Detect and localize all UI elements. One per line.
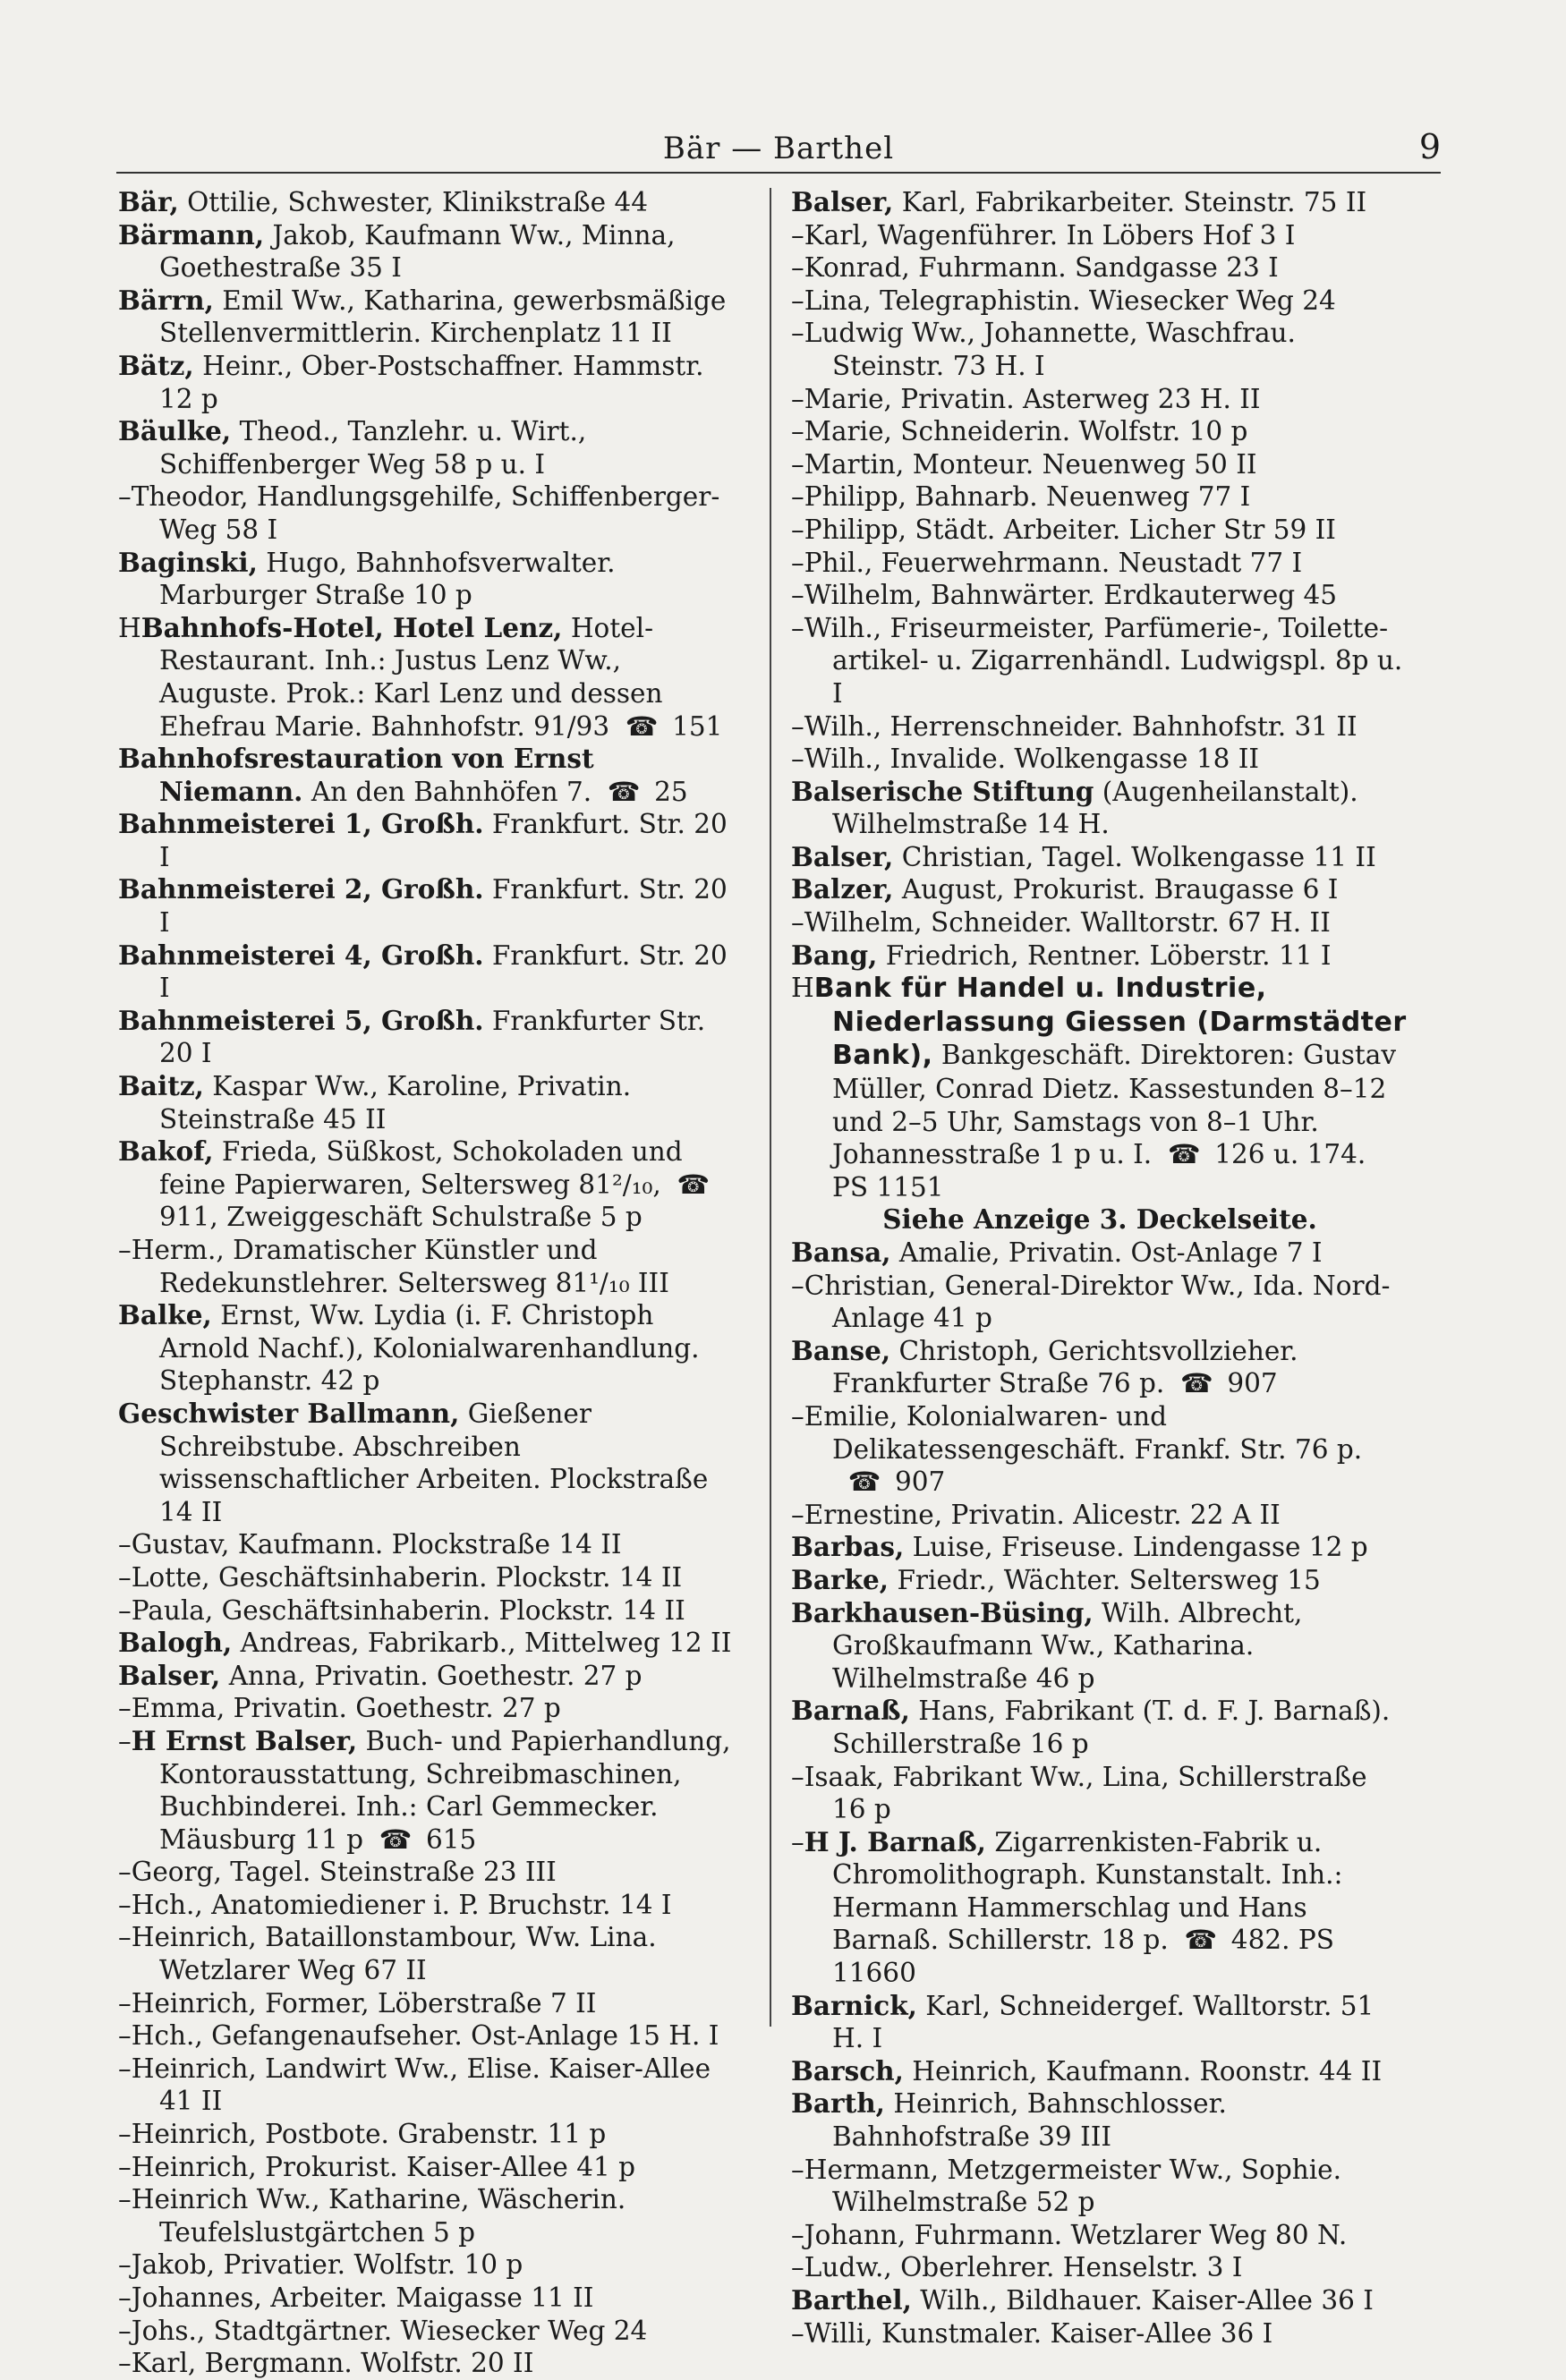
entry-details: Theodor, Handlungsgehilfe, Schiffenberger-Weg 58 I: [131, 481, 720, 545]
entry-marker: –: [118, 1889, 132, 1920]
entry-details: Emilie, Kolonialwaren- und Delikatessengeschäft. Frankf. Str. 76 p.: [804, 1400, 1363, 1465]
directory-entry: [118, 1660, 736, 1693]
entry-marker: –: [791, 547, 804, 578]
entry-marker: –: [791, 2317, 804, 2349]
directory-entry: [791, 1335, 1409, 1400]
entry-name: Bakof,: [118, 1135, 214, 1168]
entry-details: Marie, Privatin. Asterweg 23 H. II: [804, 383, 1261, 414]
entry-details: Konrad, Fuhrmann. Sandgasse 23 I: [804, 252, 1279, 284]
directory-entry: [791, 873, 1409, 906]
entry-details: Jakob, Kaufmann Ww., Minna, Goethestraße 35 I: [159, 219, 676, 284]
directory-entry: [791, 906, 1409, 939]
entry-marker: –: [118, 2249, 132, 2281]
entry-details: Wilh., Invalide. Wolkengasse 18 II: [804, 744, 1260, 775]
entry-marker: –: [791, 252, 804, 284]
entry-marker: –: [791, 580, 804, 611]
directory-entry: [791, 939, 1409, 973]
entry-marker: –: [791, 383, 804, 414]
directory-entry: [118, 1987, 736, 2020]
entry-details: Gustav, Kaufmann. Plockstraße 14 II: [131, 1529, 622, 1560]
entry-marker: –: [791, 448, 804, 480]
phone-number: 907: [1227, 1368, 1278, 1399]
directory-entry: [118, 1398, 736, 1528]
directory-entry: [118, 186, 736, 219]
directory-entry: [791, 480, 1409, 514]
entry-details: Wilh., Friseurmeister, Parfümerie-, Toilette-artikel- u. Zigarrenhändl. Ludwigspl. 8p u. I: [804, 612, 1403, 709]
telephone-icon: ☎: [1184, 1925, 1216, 1956]
entry-details: Philipp, Bahnarb. Neuenweg 77 I: [804, 481, 1251, 513]
directory-entry: [118, 1299, 736, 1398]
directory-entry: [118, 2019, 736, 2053]
directory-entry: [118, 2118, 736, 2151]
entry-marker: –: [791, 416, 804, 447]
entry-name: Banse,: [791, 1334, 891, 1366]
entry-details: Georg, Tagel. Steinstraße 23 III: [131, 1857, 557, 1888]
entry-details: Heinr., Ober-Postschaffner. Hammstr. 12 p: [159, 350, 704, 414]
entry-details: Ludwig Ww., Johannette, Waschfrau. Steinstr. 73 H. I: [804, 318, 1296, 381]
directory-entry: [118, 2248, 736, 2282]
telephone-icon: ☎: [1167, 1139, 1199, 1170]
entry-details: Hugo, Bahnhofsverwalter. Marburger Straße 10 p: [159, 547, 616, 611]
entry-details: Johannes, Arbeiter. Maigasse 11 II: [131, 2282, 594, 2313]
entry-marker: –: [791, 710, 804, 742]
entry-details: Frankfurter Str. 20 I: [159, 1005, 706, 1069]
entry-details: Wilhelm, Schneider. Walltorstr. 67 H. II: [804, 907, 1331, 939]
entry-marker: –: [118, 2348, 132, 2379]
entry-name: Barnaß,: [791, 1695, 910, 1727]
entry-marker: –: [118, 1594, 132, 1626]
entry-details: Karl, Bergmann. Wolfstr. 20 II: [131, 2348, 534, 2379]
directory-entry: [118, 1005, 736, 1070]
telephone-icon: ☎: [607, 776, 639, 807]
directory-entry: [791, 972, 1409, 1203]
directory-entry: [118, 1561, 736, 1594]
entry-marker: –: [118, 2151, 132, 2182]
entry-details: Karl, Wagenführer. In Löbers Hof 3 I: [804, 219, 1296, 251]
page-header: [116, 127, 1441, 174]
entry-name: Balser,: [791, 186, 894, 217]
entry-marker: –: [791, 2252, 804, 2283]
entry-name: Bahnhofsrestauration von Ernst Niemann.: [118, 743, 594, 807]
entry-details: Philipp, Städt. Arbeiter. Licher Str 59 II: [804, 514, 1336, 545]
entry-marker: H: [791, 973, 814, 1004]
entry-marker: –: [791, 907, 804, 939]
entry-marker: –: [791, 1826, 804, 1857]
directory-entry: [118, 2347, 736, 2380]
entry-marker: –: [118, 1922, 132, 1953]
directory-entry: [791, 2154, 1409, 2219]
entry-details: Hans, Fabrikant (T. d. F. J. Barnaß). Schillerstraße 16 p: [832, 1696, 1391, 1759]
entry-marker: –: [118, 2282, 132, 2313]
entry-details: Heinrich, Prokurist. Kaiser-Allee 41 p: [131, 2151, 636, 2182]
entry-details: Heinrich, Landwirt Ww., Elise. Kaiser-Allee 41 II: [131, 2053, 711, 2117]
directory-entry: [791, 1990, 1409, 2055]
directory-entry: [118, 1889, 736, 1922]
directory-entry: [118, 1921, 736, 1986]
directory-entry: [118, 1234, 736, 1299]
directory-entry: [791, 2087, 1409, 2153]
entry-details: An den Bahnhöfen 7.: [302, 776, 592, 807]
entry-details: Jakob, Privatier. Wolfstr. 10 p: [131, 2249, 523, 2281]
entry-name: Bahnhofs-Hotel, Hotel Lenz,: [140, 611, 563, 643]
entry-details: Frankfurt. Str. 20 I: [159, 874, 728, 939]
directory-entry: [118, 1070, 736, 1135]
directory-entry: [791, 1695, 1409, 1760]
directory-entry: [791, 2284, 1409, 2317]
entry-marker: –: [791, 2154, 804, 2185]
entry-details: Heinrich, Kaufmann. Roonstr. 44 II: [903, 2055, 1383, 2087]
entry-marker: –: [791, 1400, 804, 1432]
directory-entry: [118, 808, 736, 873]
entry-name: Bang,: [791, 939, 878, 971]
directory-entry: [791, 710, 1409, 744]
entry-name: Bärmann,: [118, 218, 265, 251]
directory-entry: [791, 448, 1409, 481]
directory-entry: [791, 2317, 1409, 2350]
entry-marker: –: [118, 1693, 132, 1724]
entry-name: Bank für Handel u. Industrie, Niederlassung Giessen (Darmstädter Bank),: [813, 973, 1407, 1072]
entry-details: Theod., Tanzlehr. u. Wirt., Schiffenberger Weg 58 p u. I: [159, 416, 587, 480]
phone-number: 482.: [1230, 1925, 1290, 1956]
telephone-icon: ☎: [847, 1466, 880, 1498]
notice-line: Siehe Anzeige 3. Deckelseite.: [882, 1203, 1317, 1236]
entry-details: Heinrich, Bataillonstambour, Ww. Lina. Wetzlarer Weg 67 II: [131, 1922, 657, 1986]
entry-marker: –: [791, 481, 804, 513]
entry-details: Zigarrenkisten-Fabrik u. Chromolithograph. Kunstanstalt. Inh.: Hermann Hammerschlag und Hans Barnaß. Schillerstr. 18 p.: [832, 1826, 1343, 1956]
entry-details: , Zweiggeschäft Schulstraße 5 p: [209, 1202, 643, 1233]
directory-entry: [118, 2183, 736, 2248]
entry-name: Bär,: [118, 186, 179, 217]
directory-entry: [118, 350, 736, 415]
entry-marker: H: [118, 612, 141, 643]
entry-details: Ernst, Ww. Lydia (i. F. Christoph Arnold Nachf.), Kolonialwarenhandlung. Stephanstr. 42 p: [159, 1300, 700, 1397]
directory-entry: [791, 1400, 1409, 1499]
directory-entry: [118, 2053, 736, 2118]
phone-number: 25: [654, 776, 688, 807]
directory-entry: [791, 514, 1409, 547]
entry-name: Barthel,: [791, 2284, 912, 2316]
directory-entry: [791, 2055, 1409, 2088]
entry-details: Andreas, Fabrikarb., Mittelweg 12 II: [232, 1628, 732, 1659]
telephone-icon: ☎: [379, 1823, 411, 1855]
entry-details: Wilhelm, Bahnwärter. Erdkauterweg 45: [804, 580, 1338, 611]
directory-entry: [791, 547, 1409, 580]
telephone-icon: ☎: [1179, 1368, 1212, 1399]
left-column: [118, 186, 736, 2380]
directory-entry: [791, 1499, 1409, 1532]
entry-details: Lotte, Geschäftsinhaberin. Plockstr. 14 II: [131, 1561, 683, 1593]
directory-entry: [118, 1627, 736, 1660]
directory-entry: [118, 1725, 736, 1856]
directory-entry: [118, 1528, 736, 1561]
entry-details: Frankfurt. Str. 20 I: [159, 939, 728, 1004]
page-number: 9: [1418, 127, 1441, 166]
entry-name: Baginski,: [118, 546, 258, 578]
directory-entry: [118, 2315, 736, 2348]
entry-name: Baitz,: [118, 1070, 204, 1102]
entry-details: Christian, Tagel. Wolkengasse 11 II: [893, 841, 1376, 872]
entry-name: Bätz,: [118, 349, 194, 381]
entry-marker: –: [118, 1529, 132, 1560]
directory-entry: [791, 186, 1409, 219]
directory-entry: [118, 415, 736, 480]
entry-marker: –: [118, 481, 132, 513]
entry-marker: –: [118, 2053, 132, 2084]
directory-entry: [791, 612, 1409, 710]
directory-entry: [791, 776, 1409, 841]
directory-entry: [118, 612, 736, 743]
entry-details: Christian, General-Direktor Ww., Ida. Nord-Anlage 41 p: [804, 1270, 1391, 1334]
directory-entry: [791, 383, 1409, 416]
entry-details: Heinrich, Bahnschlosser. Bahnhofstraße 39 III: [832, 2088, 1227, 2153]
entry-name: Bansa,: [791, 1237, 891, 1268]
entry-name: Barke,: [791, 1563, 889, 1595]
directory-entry: [791, 579, 1409, 612]
entry-details: Kaspar Ww., Karoline, Privatin. Steinstraße 45 II: [159, 1071, 632, 1135]
entry-details: Amalie, Privatin. Ost-Anlage 7 I: [890, 1237, 1323, 1268]
entry-name: Bahnmeisterei 1, Großh.: [118, 808, 484, 840]
directory-entry: [118, 219, 736, 285]
directory-entry: [118, 547, 736, 612]
entry-details: Anna, Privatin. Goethestr. 27 p: [220, 1660, 643, 1691]
directory-entry: [118, 873, 736, 939]
entry-details: Karl, Schneidergef. Walltorstr. 51 H. I: [832, 1990, 1375, 2054]
entry-details: Wilh., Herrenschneider. Bahnhofstr. 31 II: [804, 710, 1357, 742]
phone-number: 126 u. 174.: [1214, 1139, 1366, 1170]
entry-name: Balke,: [118, 1299, 212, 1331]
entry-details: August, Prokurist. Braugasse 6 I: [893, 874, 1339, 905]
entry-marker: –: [791, 2219, 804, 2250]
entry-details: Hch., Gefangenaufseher. Ost-Anlage 15 H. I: [131, 2020, 719, 2052]
directory-entry: [118, 2151, 736, 2184]
phone-number: 151: [672, 710, 723, 742]
entry-marker: –: [118, 2315, 132, 2346]
entry-marker: –: [791, 1499, 804, 1530]
directory-entry: [118, 1856, 736, 1889]
entry-details: Lina, Telegraphistin. Wiesecker Weg 24: [804, 285, 1336, 316]
entry-details: Frieda, Süßkost, Schokoladen und feine Papierwaren, Seltersweg 81²/₁₀,: [159, 1136, 683, 1200]
entry-details: Johann, Fuhrmann. Wetzlarer Weg 80 N.: [804, 2219, 1348, 2250]
directory-entry: [791, 2219, 1409, 2252]
entry-marker: –: [118, 1857, 132, 1888]
directory-entry: [791, 219, 1409, 252]
entry-marker: –: [791, 285, 804, 316]
directory-entry: [791, 743, 1409, 776]
directory-entry: [791, 415, 1409, 448]
entry-name: Balzer,: [791, 873, 894, 905]
entry-details: Wilh. Albrecht, Großkaufmann Ww., Katharina. Wilhelmstraße 46 p: [832, 1597, 1303, 1694]
entry-name: Bäulke,: [118, 415, 232, 447]
directory-entry: [118, 285, 736, 350]
entry-details: PS 11660: [832, 1925, 1334, 1989]
entry-name: Balogh,: [118, 1627, 233, 1659]
entry-details: Hch., Anatomiediener i. P. Bruchstr. 14 I: [131, 1889, 672, 1920]
entry-name: Barbas,: [791, 1531, 905, 1563]
entry-details: Karl, Fabrikarbeiter. Steinstr. 75 II: [893, 187, 1367, 217]
entry-name: Barnick,: [791, 1989, 917, 2021]
entry-name: Barsch,: [791, 2054, 904, 2087]
entry-details: Luise, Friseuse. Lindengasse 12 p: [904, 1532, 1368, 1563]
entry-details: Herm., Dramatischer Künstler und Redekunstlehrer. Seltersweg 81¹/₁₀ III: [131, 1235, 669, 1298]
entry-details: Emma, Privatin. Goethestr. 27 p: [131, 1693, 561, 1724]
entry-details: Johs., Stadtgärtner. Wiesecker Weg 24: [131, 2315, 648, 2346]
telephone-icon: ☎: [625, 710, 657, 742]
entry-details: Gießener Schreibstube. Abschreiben wissenschaftlicher Arbeiten. Plockstraße 14 II: [159, 1398, 709, 1527]
entry-details: Ernestine, Privatin. Alicestr. 22 A II: [804, 1499, 1281, 1530]
directory-entry: [791, 251, 1409, 285]
entry-marker: –: [118, 1235, 132, 1265]
entry-marker: –: [118, 1725, 132, 1756]
directory-entry: [118, 939, 736, 1005]
directory-entry: [791, 1237, 1409, 1270]
right-column: [791, 186, 1409, 2350]
entry-marker: –: [118, 2020, 132, 2052]
entry-name: Balserische Stiftung: [791, 775, 1094, 807]
entry-marker: –: [791, 1270, 804, 1301]
entry-marker: –: [791, 1761, 804, 1792]
column-divider: [770, 188, 771, 2027]
phone-number: 911: [159, 1202, 210, 1233]
entry-name: Bahnmeisterei 4, Großh.: [118, 939, 484, 971]
entry-details: Bankgeschäft. Direktoren: Gustav Müller, Conrad Dietz. Kassestunden 8–12 und 2–5 Uhr, Samstags von 8–1 Uhr. Johannesstraße 1 p u. I.: [832, 1040, 1396, 1170]
entry-marker: –: [791, 318, 804, 349]
entry-marker: –: [791, 514, 804, 545]
directory-entry: [118, 1594, 736, 1628]
entry-details: Emil Ww., Katharina, gewerbsmäßige Stellenvermittlerin. Kirchenplatz 11 II: [159, 285, 727, 349]
entry-details: Friedrich, Rentner. Löberstr. 11 I: [877, 939, 1332, 971]
entry-marker: –: [118, 1561, 132, 1593]
entry-marker: –: [118, 1987, 132, 2019]
entry-name: Balser,: [791, 840, 894, 872]
directory-entry: [791, 1531, 1409, 1564]
entry-details: Marie, Schneiderin. Wolfstr. 10 p: [804, 416, 1248, 447]
entry-details: Phil., Feuerwehrmann. Neustadt 77 I: [804, 547, 1303, 578]
phone-number: 907: [895, 1466, 946, 1498]
directory-entry: [118, 2282, 736, 2315]
directory-entry: [118, 1692, 736, 1725]
entry-name: Barth,: [791, 2087, 885, 2120]
entry-details: (Augenheilanstalt). Wilhelmstraße 14 H.: [832, 776, 1358, 840]
entry-details: Paula, Geschäftsinhaberin. Plockstr. 14 II: [131, 1594, 685, 1626]
phone-number: 615: [425, 1823, 477, 1855]
directory-entry: [118, 1135, 736, 1234]
entry-details: Hermann, Metzgermeister Ww., Sophie. Wilhelmstraße 52 p: [804, 2154, 1341, 2218]
entry-name: Balser,: [118, 1659, 221, 1691]
entry-name: H Ernst Balser,: [131, 1724, 358, 1756]
entry-details: Ludw., Oberlehrer. Henselstr. 3 I: [804, 2252, 1243, 2283]
entry-details: Frankfurt. Str. 20 I: [159, 809, 728, 872]
directory-entry: [791, 1270, 1409, 1335]
entry-details: Wilh., Bildhauer. Kaiser-Allee 36 I: [911, 2285, 1374, 2316]
entry-name: Barkhausen-Büsing,: [791, 1596, 1094, 1628]
header-title: Bär — Barthel: [662, 131, 895, 166]
entry-name: H J. Barnaß,: [804, 1825, 986, 1857]
entry-details: Heinrich Ww., Katharine, Wäscherin. Teufelslustgärtchen 5 p: [131, 2184, 626, 2248]
directory-entry: [118, 480, 736, 546]
entry-details: Friedr., Wächter. Seltersweg 15: [889, 1564, 1321, 1595]
directory-entry: [791, 1597, 1409, 1696]
entry-marker: –: [118, 2184, 132, 2215]
entry-name: Bahnmeisterei 2, Großh.: [118, 873, 484, 905]
entry-details: Buch- und Papierhandlung, Kontorausstattung, Schreibmaschinen, Buchbinderei. Inh.: Carl Gemmecker. Mäusburg 11 p: [159, 1725, 731, 1855]
entry-name: Bärrn,: [118, 284, 214, 316]
entry-details: Heinrich, Postbote. Grabenstr. 11 p: [131, 2119, 607, 2150]
directory-entry: [791, 317, 1409, 382]
entry-marker: –: [791, 219, 804, 251]
entry-details: PS 1151: [832, 1171, 944, 1203]
entry-details: Willi, Kunstmaler. Kaiser-Allee 36 I: [804, 2317, 1273, 2349]
entry-marker: –: [791, 612, 804, 643]
directory-entry: [791, 285, 1409, 318]
directory-entry: [791, 1826, 1409, 1990]
directory-entry: [791, 841, 1409, 874]
entry-name: Bahnmeisterei 5, Großh.: [118, 1004, 484, 1036]
entry-marker: –: [118, 2119, 132, 2150]
entry-name: Geschwister Ballmann,: [118, 1397, 460, 1429]
telephone-icon: ☎: [677, 1169, 709, 1200]
entry-details: Martin, Monteur. Neuenweg 50 II: [804, 448, 1257, 480]
directory-entry: [791, 1761, 1409, 1826]
directory-entry: [791, 1564, 1409, 1597]
entry-marker: –: [791, 744, 804, 775]
entry-details: Ottilie, Schwester, Klinikstraße 44: [178, 187, 648, 217]
entry-details: Christoph, Gerichtsvollzieher. Frankfurter Straße 76 p.: [832, 1335, 1298, 1399]
entry-details: Heinrich, Former, Löberstraße 7 II: [131, 1987, 597, 2019]
directory-entry: [791, 2251, 1409, 2284]
entry-details: Isaak, Fabrikant Ww., Lina, Schillerstraße 16 p: [804, 1761, 1367, 1825]
entry-details: Hotel-Restaurant. Inh.: Justus Lenz Ww., Auguste. Prok.: Karl Lenz und dessen Ehefrau Marie. Bahnhofstr. 91/93: [159, 612, 663, 742]
directory-entry: [118, 743, 736, 808]
